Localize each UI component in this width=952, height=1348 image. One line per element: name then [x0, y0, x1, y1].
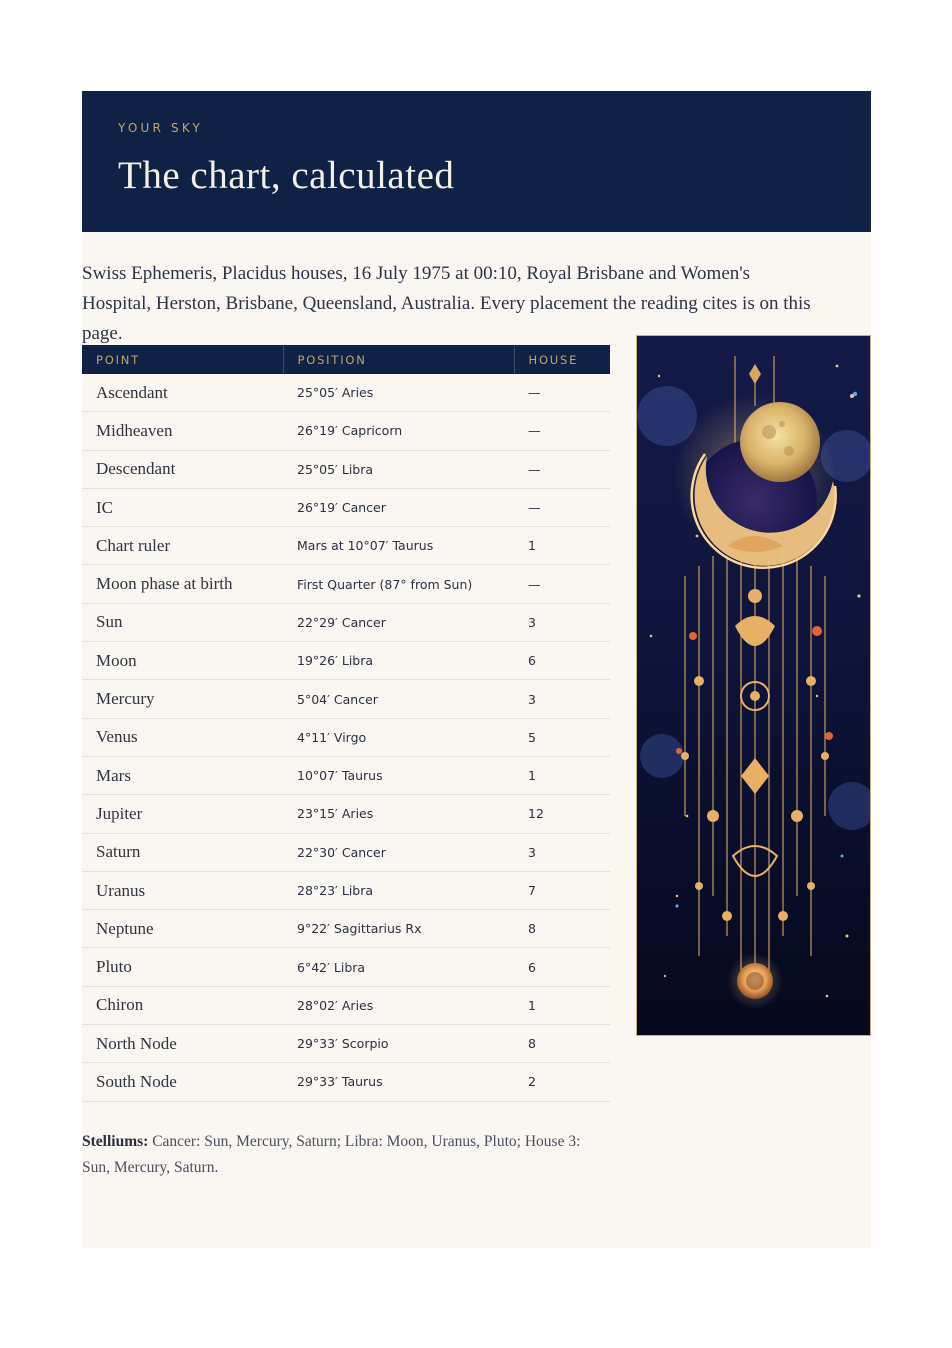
- table-row: [82, 948, 610, 986]
- point-cell: Mercury: [82, 680, 283, 718]
- point-cell: Pluto: [82, 948, 283, 986]
- column-header-point: POINT: [82, 345, 283, 374]
- position-cell: 9°22′ Sagittarius Rx: [283, 910, 514, 948]
- house-cell: 2: [514, 1063, 610, 1101]
- position-cell: 5°04′ Cancer: [283, 680, 514, 718]
- table-row: [82, 642, 610, 680]
- position-cell: 19°26′ Libra: [283, 642, 514, 680]
- position-cell: First Quarter (87° from Sun): [283, 565, 514, 603]
- house-cell: 8: [514, 910, 610, 948]
- table-row: [82, 680, 610, 718]
- house-cell: 1: [514, 986, 610, 1024]
- header-banner: [82, 91, 871, 232]
- stelliums-note: [82, 1129, 602, 1181]
- point-cell: North Node: [82, 1025, 283, 1063]
- house-cell: 5: [514, 718, 610, 756]
- position-cell: 10°07′ Taurus: [283, 756, 514, 794]
- table-row: [82, 527, 610, 565]
- house-cell: 6: [514, 642, 610, 680]
- table-row: [82, 871, 610, 909]
- point-cell: Moon phase at birth: [82, 565, 283, 603]
- table-row: [82, 718, 610, 756]
- house-cell: 1: [514, 756, 610, 794]
- house-cell: 3: [514, 833, 610, 871]
- table-row: [82, 910, 610, 948]
- position-cell: 22°30′ Cancer: [283, 833, 514, 871]
- point-cell: IC: [82, 488, 283, 526]
- position-cell: 6°42′ Libra: [283, 948, 514, 986]
- position-cell: 22°29′ Cancer: [283, 603, 514, 641]
- table-row: [82, 795, 610, 833]
- house-cell: —: [514, 450, 610, 488]
- table-row: [82, 450, 610, 488]
- table-row: [82, 603, 610, 641]
- table-body: [82, 374, 610, 1101]
- point-cell: Sun: [82, 603, 283, 641]
- table-row: [82, 1025, 610, 1063]
- point-cell: Jupiter: [82, 795, 283, 833]
- point-cell: Ascendant: [82, 374, 283, 412]
- position-cell: 4°11′ Virgo: [283, 718, 514, 756]
- table-row: [82, 756, 610, 794]
- position-cell: 28°02′ Aries: [283, 986, 514, 1024]
- point-cell: Saturn: [82, 833, 283, 871]
- position-cell: 28°23′ Libra: [283, 871, 514, 909]
- stelliums-label: Stelliums:: [82, 1133, 149, 1150]
- house-cell: 1: [514, 527, 610, 565]
- intro-paragraph: Swiss Ephemeris, Placidus houses, 16 July 1975 at 00:10, Royal Brisbane and Women's Hospital, Herston, Brisbane, Queensland, Australia. Every placement the reading cites is on this page.: [82, 263, 811, 344]
- column-header-position: POSITION: [283, 345, 514, 374]
- table-row: [82, 1063, 610, 1101]
- position-cell: 25°05′ Aries: [283, 374, 514, 412]
- chart-page: [82, 91, 871, 1248]
- point-cell: Neptune: [82, 910, 283, 948]
- point-cell: Uranus: [82, 871, 283, 909]
- house-cell: 12: [514, 795, 610, 833]
- celestial-artwork: [636, 335, 871, 1036]
- house-cell: 7: [514, 871, 610, 909]
- position-cell: 26°19′ Cancer: [283, 488, 514, 526]
- point-cell: Chart ruler: [82, 527, 283, 565]
- point-cell: Venus: [82, 718, 283, 756]
- position-cell: 25°05′ Libra: [283, 450, 514, 488]
- position-cell: 26°19′ Capricorn: [283, 412, 514, 450]
- house-cell: —: [514, 565, 610, 603]
- position-cell: 29°33′ Taurus: [283, 1063, 514, 1101]
- position-cell: Mars at 10°07′ Taurus: [283, 527, 514, 565]
- house-cell: 3: [514, 680, 610, 718]
- house-cell: —: [514, 374, 610, 412]
- placements-table: [82, 345, 610, 1102]
- moon-pendant-illustration: [637, 336, 871, 1036]
- column-header-house: HOUSE: [514, 345, 610, 374]
- house-cell: —: [514, 488, 610, 526]
- section-eyebrow: YOUR SKY: [118, 121, 204, 135]
- point-cell: Chiron: [82, 986, 283, 1024]
- stelliums-text: Cancer: Sun, Mercury, Saturn; Libra: Moon, Uranus, Pluto; House 3: Sun, Mercury, Saturn.: [82, 1133, 581, 1176]
- point-cell: South Node: [82, 1063, 283, 1101]
- table-row: [82, 986, 610, 1024]
- position-cell: 29°33′ Scorpio: [283, 1025, 514, 1063]
- table-row: [82, 565, 610, 603]
- house-cell: 3: [514, 603, 610, 641]
- house-cell: 8: [514, 1025, 610, 1063]
- position-cell: 23°15′ Aries: [283, 795, 514, 833]
- table-row: [82, 833, 610, 871]
- point-cell: Mars: [82, 756, 283, 794]
- table-header-row: [82, 345, 610, 374]
- point-cell: Midheaven: [82, 412, 283, 450]
- table-row: [82, 412, 610, 450]
- table-row: [82, 374, 610, 412]
- house-cell: 6: [514, 948, 610, 986]
- table-row: [82, 488, 610, 526]
- point-cell: Moon: [82, 642, 283, 680]
- point-cell: Descendant: [82, 450, 283, 488]
- page-title: The chart, calculated: [118, 154, 455, 197]
- house-cell: —: [514, 412, 610, 450]
